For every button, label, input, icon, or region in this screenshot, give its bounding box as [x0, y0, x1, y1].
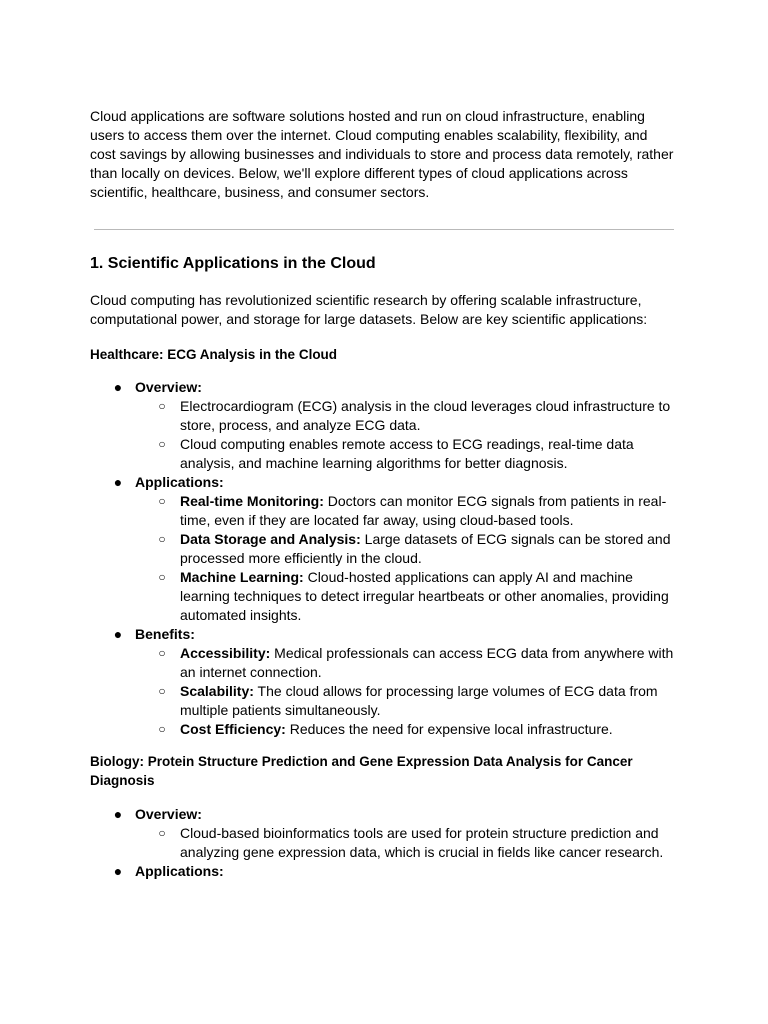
- list-item: [135, 644, 680, 682]
- bullet-icon: ●: [113, 626, 123, 642]
- list-item: [135, 682, 680, 720]
- list-item-text: Medical professionals can access ECG data from anywhere with an internet connection.: [180, 645, 674, 680]
- list-item: [135, 720, 680, 739]
- ecg-benefits-label: Benefits:: [135, 626, 195, 642]
- list-item-term: Real-time Monitoring:: [180, 493, 324, 509]
- list-item: [135, 435, 680, 473]
- biology-list: [90, 805, 680, 881]
- list-item-term: Scalability:: [180, 683, 254, 699]
- ecg-applications-label: Applications:: [135, 474, 224, 490]
- list-item-text: Cloud-hosted applications can apply AI and machine learning techniques to detect irregular heartbeats or other anomalies, providing automated insights.: [180, 569, 669, 623]
- list-item-text: Reduces the need for expensive local infrastructure.: [285, 721, 613, 737]
- hollow-bullet-icon: ○: [158, 399, 166, 413]
- biology-applications-label: Applications:: [135, 863, 224, 879]
- ecg-applications-item: [90, 473, 680, 625]
- list-item: [135, 568, 680, 625]
- biology-heading: Biology: Protein Structure Prediction and Gene Expression Data Analysis for Cancer Diagnosis: [90, 754, 633, 788]
- list-item-term: Accessibility:: [180, 645, 271, 661]
- hollow-bullet-icon: ○: [158, 646, 166, 660]
- horizontal-divider: [94, 229, 674, 230]
- list-item-text: Electrocardiogram (ECG) analysis in the cloud leverages cloud infrastructure to store, process, and analyze ECG data.: [180, 398, 671, 433]
- list-item-text: Large datasets of ECG signals can be stored and processed more efficiently in the cloud.: [180, 531, 671, 566]
- biology-applications-item: [90, 862, 680, 881]
- list-item-text: Cloud-based bioinformatics tools are used for protein structure prediction and analyzing gene expression data, which is crucial in fields like cancer research.: [180, 825, 664, 860]
- biology-overview-item: [90, 805, 680, 862]
- hollow-bullet-icon: ○: [158, 570, 166, 584]
- hollow-bullet-icon: ○: [158, 532, 166, 546]
- list-item-term: Machine Learning:: [180, 569, 304, 585]
- list-item-term: Data Storage and Analysis:: [180, 531, 361, 547]
- hollow-bullet-icon: ○: [158, 494, 166, 508]
- list-item: [135, 397, 680, 435]
- biology-overview-sublist: [135, 824, 680, 862]
- ecg-overview-sublist: [135, 397, 680, 473]
- hollow-bullet-icon: ○: [158, 722, 166, 736]
- hollow-bullet-icon: ○: [158, 437, 166, 451]
- bullet-icon: ●: [113, 863, 123, 879]
- ecg-overview-label: Overview:: [135, 379, 202, 395]
- biology-overview-label: Overview:: [135, 806, 202, 822]
- list-item: [135, 530, 680, 568]
- list-item-text: Doctors can monitor ECG signals from patients in real-time, even if they are located far away, using cloud-based tools.: [180, 493, 667, 528]
- bullet-icon: ●: [113, 379, 123, 395]
- ecg-heading: Healthcare: ECG Analysis in the Cloud: [90, 347, 338, 362]
- list-item: [135, 824, 680, 862]
- ecg-benefits-item: [90, 625, 680, 739]
- ecg-applications-sublist: [135, 492, 680, 625]
- hollow-bullet-icon: ○: [158, 826, 166, 840]
- bullet-icon: ●: [113, 474, 123, 490]
- ecg-benefits-sublist: [135, 644, 680, 739]
- list-item: [135, 492, 680, 530]
- section-1-title: 1. Scientific Applications in the Cloud: [90, 255, 376, 272]
- hollow-bullet-icon: ○: [158, 684, 166, 698]
- intro-paragraph: Cloud applications are software solutions hosted and run on cloud infrastructure, enabling users to access them over the internet. Cloud computing enables scalability, flexibility, and cost savings by allowing businesses and individuals to store and process data remotely, rather than locally on devices. Below, we'll explore different types of cloud applications across scientific, healthcare, business, and consumer sectors.: [90, 108, 674, 200]
- list-item-text: Cloud computing enables remote access to ECG readings, real-time data analysis, and machine learning algorithms for better diagnosis.: [180, 436, 634, 471]
- list-item-text: The cloud allows for processing large volumes of ECG data from multiple patients simultaneously.: [180, 683, 658, 718]
- ecg-overview-item: [90, 378, 680, 473]
- ecg-list: [90, 378, 680, 739]
- bullet-icon: ●: [113, 806, 123, 822]
- section-1-intro: Cloud computing has revolutionized scientific research by offering scalable infrastructure, computational power, and storage for large datasets. Below are key scientific applications:: [90, 292, 648, 327]
- list-item-term: Cost Efficiency:: [180, 721, 286, 737]
